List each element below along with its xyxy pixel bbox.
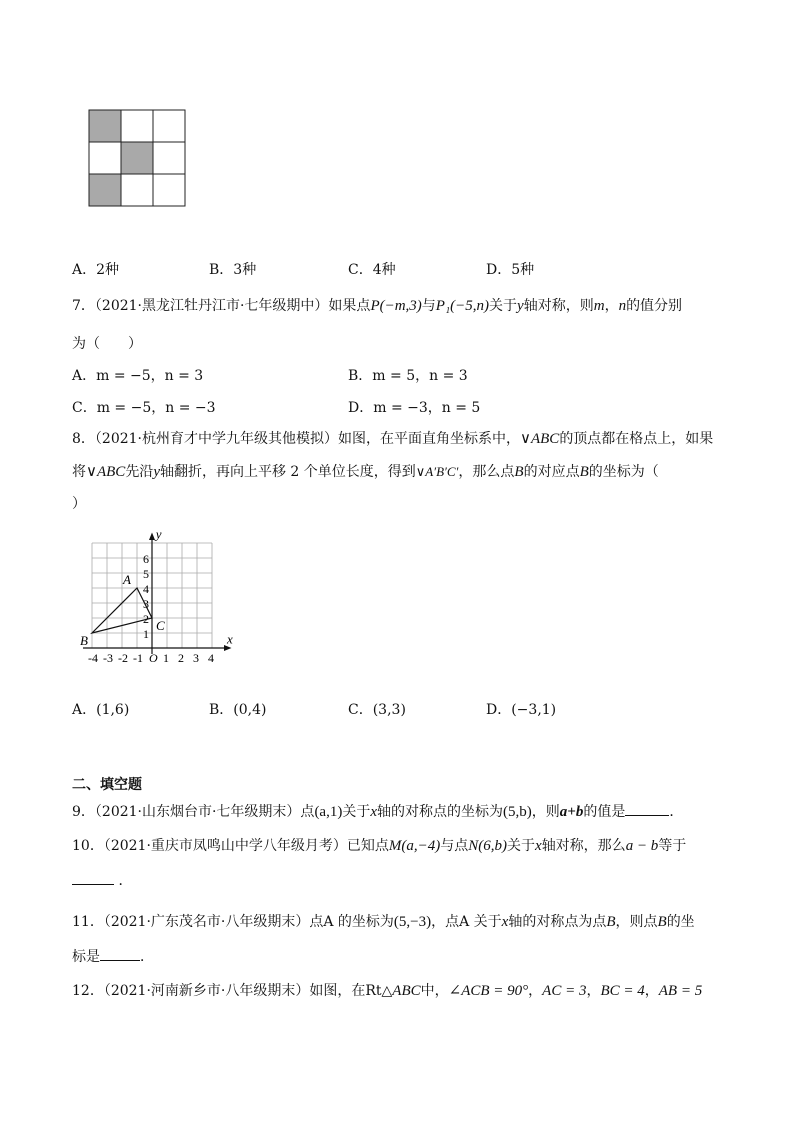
q7-m: m [593,298,605,314]
q12-ab: AB = 5 [658,983,703,999]
grid-cell [153,174,185,206]
x-tick-label: -4 [88,651,98,665]
q8-option-a[interactable]: A．(1,6) [72,702,130,718]
q8-option-d[interactable]: D．(−3,1) [486,702,557,718]
q7-point-p: P(−m,3) [370,298,422,314]
question-10-line-1: 10．（2021·重庆市凤鸣山中学八年级月考）已知点M(a,−4)与点N(6,b)关于x轴对称，那么a − b等于 [72,838,687,854]
q7-comma: ， [604,298,619,314]
q7-option-b[interactable]: B．m = 5，n = 3 [348,368,468,384]
q8-triangle-1: ∨ABC [520,431,560,447]
question-12: 12．（2021·河南新乡市·八年级期末）如图，在Rt△ABC中，∠ACB = 90°，AC = 3，BC = 4，AB = 5 [72,983,703,999]
q8-line2a: 将 [72,464,86,480]
q8-line1a: 8．（2021·杭州育才中学九年级其他模拟）如图，在平面直角坐标系中， [72,431,520,447]
question-11-line-2: 标是 ． [72,946,154,967]
q12-bc: BC = 4 [600,983,645,999]
q7-after2: 轴对称，则 [523,298,594,314]
question-7-line-2: 为（ ） [72,336,142,352]
q8-line2c: 轴翻折，再向上平移 2 个单位长度，得到 [159,464,416,480]
shaded-grid-figure [88,109,188,207]
q12-angle: ∠ACB = 90° [448,983,529,999]
y-axis-arrow [149,533,155,541]
q8-line2b: 先沿 [125,464,154,480]
q12-ac: AC = 3 [542,983,587,999]
q8-line2d: ，那么点 [458,464,515,480]
q8-axis: y [153,464,160,480]
q10-expression: a − b [625,838,659,854]
question-8-line-1 [72,429,713,449]
grid-cell [121,110,153,142]
q9-point: (a,1) [314,804,343,820]
q9-expression: a+b [559,804,584,820]
vertex-label-c: C [156,618,165,633]
y-axis-label: y [155,532,162,542]
q7-tail: 的值分别 [626,298,683,314]
grid-cell [153,110,185,142]
grid-cell [121,174,153,206]
q9-answer-blank[interactable] [625,801,669,816]
y-tick-label: 4 [143,582,149,596]
x-tick-label: -2 [118,651,128,665]
q10-axis: x [535,838,542,854]
y-tick-label: 3 [143,597,149,611]
shaded-cell [121,142,153,174]
q6-option-c[interactable]: C．4种 [348,262,396,278]
q7-option-d[interactable]: D．m = −3，n = 5 [348,400,481,416]
x-tick-label: 4 [208,651,214,665]
question-9: 9．（2021·山东烟台市·七年级期末）点(a,1)关于x轴的对称点的坐标为(5,b)，则a+b的值是 ． [72,801,683,822]
q6-option-b[interactable]: B．3种 [209,262,257,278]
q10-point-n: N(6,b) [468,838,508,854]
q11-point: (5,−3) [393,914,432,930]
q9-axis: x [370,804,378,820]
q7-prefix: 7．（2021·黑龙江牡丹江市·七年级期中）如果点 [72,298,371,314]
q7-after: 关于 [489,298,518,314]
q12-triangle: ABC [392,983,421,999]
question-10-line-2: ． [72,870,132,891]
grid-cell [89,142,121,174]
q8-triangle-2: ∨ABC [86,464,126,480]
q7-mid: 与 [421,298,436,314]
x-tick-label: 3 [193,651,199,665]
q10-answer-blank[interactable] [72,870,114,885]
y-tick-label: 6 [143,552,149,566]
q7-axis: y [517,298,524,314]
q11-answer-blank[interactable] [100,946,140,961]
q6-option-a[interactable]: A．2种 [72,262,120,278]
shaded-cell [89,110,121,142]
question-8-line-3: ） [72,496,86,512]
grid-cell [153,142,185,174]
x-tick-label: 2 [178,651,184,665]
vertex-label-b: B [80,633,88,648]
q6-option-d[interactable]: D．5种 [486,262,535,278]
x-tick-label: -3 [103,651,113,665]
x-tick-label: 1 [163,651,169,665]
section-2-title: 二、填空题 [72,777,142,793]
vertex-label-a: A [123,572,131,587]
q9-point-q: (5,b) [503,804,532,820]
q8-point-b2: B [579,464,589,480]
question-11-line-1: 11．（2021·广东茂名市·八年级期末）点A 的坐标为(5,−3)，点A 关于x轴的对称点为点B，则点B的坐 [72,914,695,930]
q8-line2f: 的坐标为（ [588,464,659,480]
y-tick-label: 1 [143,627,149,641]
q7-option-a[interactable]: A．m = −5，n = 3 [72,368,204,384]
q8-line1b: 的顶点都在格点上，如果 [559,431,714,447]
q7-n: n [618,298,627,314]
q10-point-m: M(a,−4) [388,838,441,854]
x-tick-label: O [149,651,158,665]
q8-option-b[interactable]: B．(0,4) [209,702,267,718]
coordinate-grid-figure [76,532,236,680]
q7-option-c[interactable]: C．m = −5，n = −3 [72,400,216,416]
y-tick-label: 5 [143,567,149,581]
q11-axis: x [501,914,509,930]
shaded-cell [89,174,121,206]
q8-point-b1: B [514,464,524,480]
q8-triangle-3: ∨A′B′C′ [415,464,459,479]
y-tick-label: 2 [143,612,149,626]
q8-option-c[interactable]: C．(3,3) [348,702,406,718]
question-7-line-1 [72,296,682,316]
x-axis-label: x [227,631,233,647]
x-tick-label: -1 [133,651,143,665]
question-8-line-2 [72,462,659,482]
q8-line2e: 的对应点 [523,464,580,480]
q7-point-p1: P₁(−5,n) [435,298,490,314]
